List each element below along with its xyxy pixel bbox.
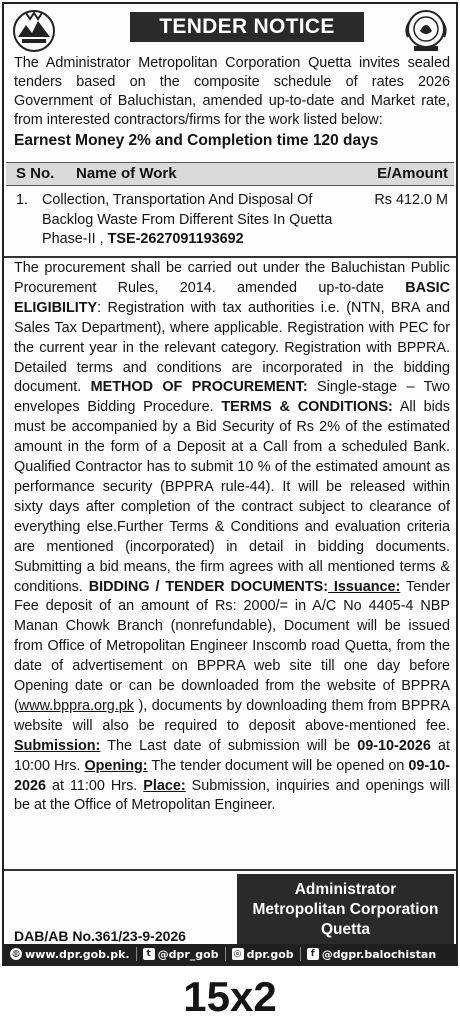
signature-line2: Metropolitan Corporation xyxy=(252,901,439,918)
row-amount: Rs 412.0 M xyxy=(374,192,448,208)
method-heading: METHOD OF PROCUREMENT: xyxy=(90,379,308,396)
footer-divider xyxy=(225,947,226,961)
footer-twitter[interactable] xyxy=(143,948,219,961)
issuance-heading: Issuance: xyxy=(328,578,401,595)
footer-instagram[interactable] xyxy=(232,948,294,961)
facebook-icon: f xyxy=(307,948,319,960)
footer-divider xyxy=(300,947,301,961)
table-row xyxy=(6,187,454,255)
header-amount: E/Amount xyxy=(377,165,448,182)
row-sno: 1. xyxy=(16,192,29,208)
footer-facebook-text: @dgpr.balochistan xyxy=(321,947,437,961)
row-work xyxy=(42,191,342,250)
table-header xyxy=(6,162,454,186)
signature-line1: Administrator xyxy=(294,881,397,898)
submission-heading: Submission: xyxy=(14,737,101,754)
government-emblem-logo xyxy=(400,7,452,53)
place-text: Submission, inquiries and openings will be at the Office of Metropolitan Engineer. xyxy=(14,777,450,814)
twitter-icon: t xyxy=(143,948,155,960)
basic-eligibility-heading: BASIC ELIGIBILITY xyxy=(14,279,450,316)
opening-time: at 11:00 Hrs. xyxy=(46,777,144,794)
opening-heading: Opening: xyxy=(84,757,148,774)
place-heading: Place: xyxy=(143,777,186,794)
signature-line3: Quetta xyxy=(320,921,371,938)
reference-number: DAB/AB No.361/23-9-2026 xyxy=(14,928,186,944)
procurement-rules-text: The procurement shall be carried out under the Baluchistan Public Procurement Rules, 2014. amended up-to-date xyxy=(14,260,450,296)
terms-text: All bids must be accompanied by a Bid Security of Rs 2% of the estimated amount in the form of a Deposit at a Call from a scheduled Bank. Qualified Contractor has to submit 10 % of the estimated amount as performance security (BPPRA rule-44). It will be released within sixty days after completion of the contract subject to clearance of everything else.Further Terms & Conditions and evaluation criteria are mentioned (incorporated) in detail in bidding documents. Submitting a bid means, the firm agrees with all mentioned terms & conditions. xyxy=(14,399,451,595)
divider xyxy=(4,256,456,258)
header-name-of-work: Name of Work xyxy=(76,165,177,182)
globe-icon: ◍ xyxy=(10,948,22,960)
tender-notice xyxy=(2,2,458,966)
ad-size-label: 15x2 xyxy=(183,973,277,1020)
eligibility-text: : Registration with tax authorities i.e. (NTN, BRA and Sales Tax Department), where applicable. Registration with PEC for the current year in the relevant category. Registration with BPPRA. Detailed terms and conditions are incorporated in the bidding document. xyxy=(14,299,450,396)
bidding-documents-heading: BIDDING / TENDER DOCUMENTS: xyxy=(88,578,328,595)
metropolitan-corporation-logo xyxy=(8,7,60,53)
intro-paragraph: The Administrator Metropolitan Corporation Quetta invites sealed tenders based on the composite schedule of rates 2026 Government of Baluchistan, amended up-to-date and Market rate, from interested contractors/firms for the work listed below: xyxy=(14,55,450,128)
row-tse-number: TSE-2627091193692 xyxy=(107,231,244,247)
footer-website[interactable] xyxy=(10,948,130,961)
opening-text: The tender document will be opened on xyxy=(147,757,409,774)
terms-body xyxy=(14,259,450,816)
footer-facebook[interactable] xyxy=(307,948,436,961)
terms-heading: TERMS & CONDITIONS: xyxy=(221,399,393,416)
header-sno: S No. xyxy=(16,165,55,182)
issuance-text: Tender Fee deposit of an amount of Rs: 2000/= in A/C No 4405-4 NBP Manan Chowk Branch (nonrefundable), Document will be issued from Office of Metropolitan Engineer Inscomb road Quetta, from the date of advertisement on BPPRA web site till one day before Opening date or can be downloaded from the website of BPPRA ( xyxy=(14,578,450,714)
submission-text: The Last date of submission will be xyxy=(100,737,358,754)
signature-separator xyxy=(4,869,456,871)
download-text: ), documents by downloading them from BPPRA website will also be required to deposit above-mentioned fee. xyxy=(14,697,450,734)
opening-date: 09-10-2026 xyxy=(14,757,450,794)
footer-divider xyxy=(136,947,137,961)
earnest-money-line: Earnest Money 2% and Completion time 120 days xyxy=(14,132,379,149)
method-text: Single-stage – Two envelopes Bidding Procedure. xyxy=(14,379,450,416)
signature-block xyxy=(237,874,454,946)
instagram-icon: ◎ xyxy=(232,948,244,960)
row-work-text: Collection, Transportation And Disposal Of Backlog Waste From Different Sites In Quetta Phase-II , xyxy=(42,192,333,247)
footer-website-text: www.dpr.gob.pk. xyxy=(25,947,130,961)
bppra-website-link[interactable]: www.bppra.org.pk xyxy=(18,697,134,714)
social-footer xyxy=(4,944,456,964)
notice-title: TENDER NOTICE xyxy=(130,12,364,42)
submission-date: 09-10-2026 xyxy=(357,737,431,754)
footer-twitter-text: @dpr_gob xyxy=(157,947,219,961)
submission-time: at 10:00 Hrs. xyxy=(14,737,450,774)
footer-instagram-text: dpr.gob xyxy=(246,947,294,961)
